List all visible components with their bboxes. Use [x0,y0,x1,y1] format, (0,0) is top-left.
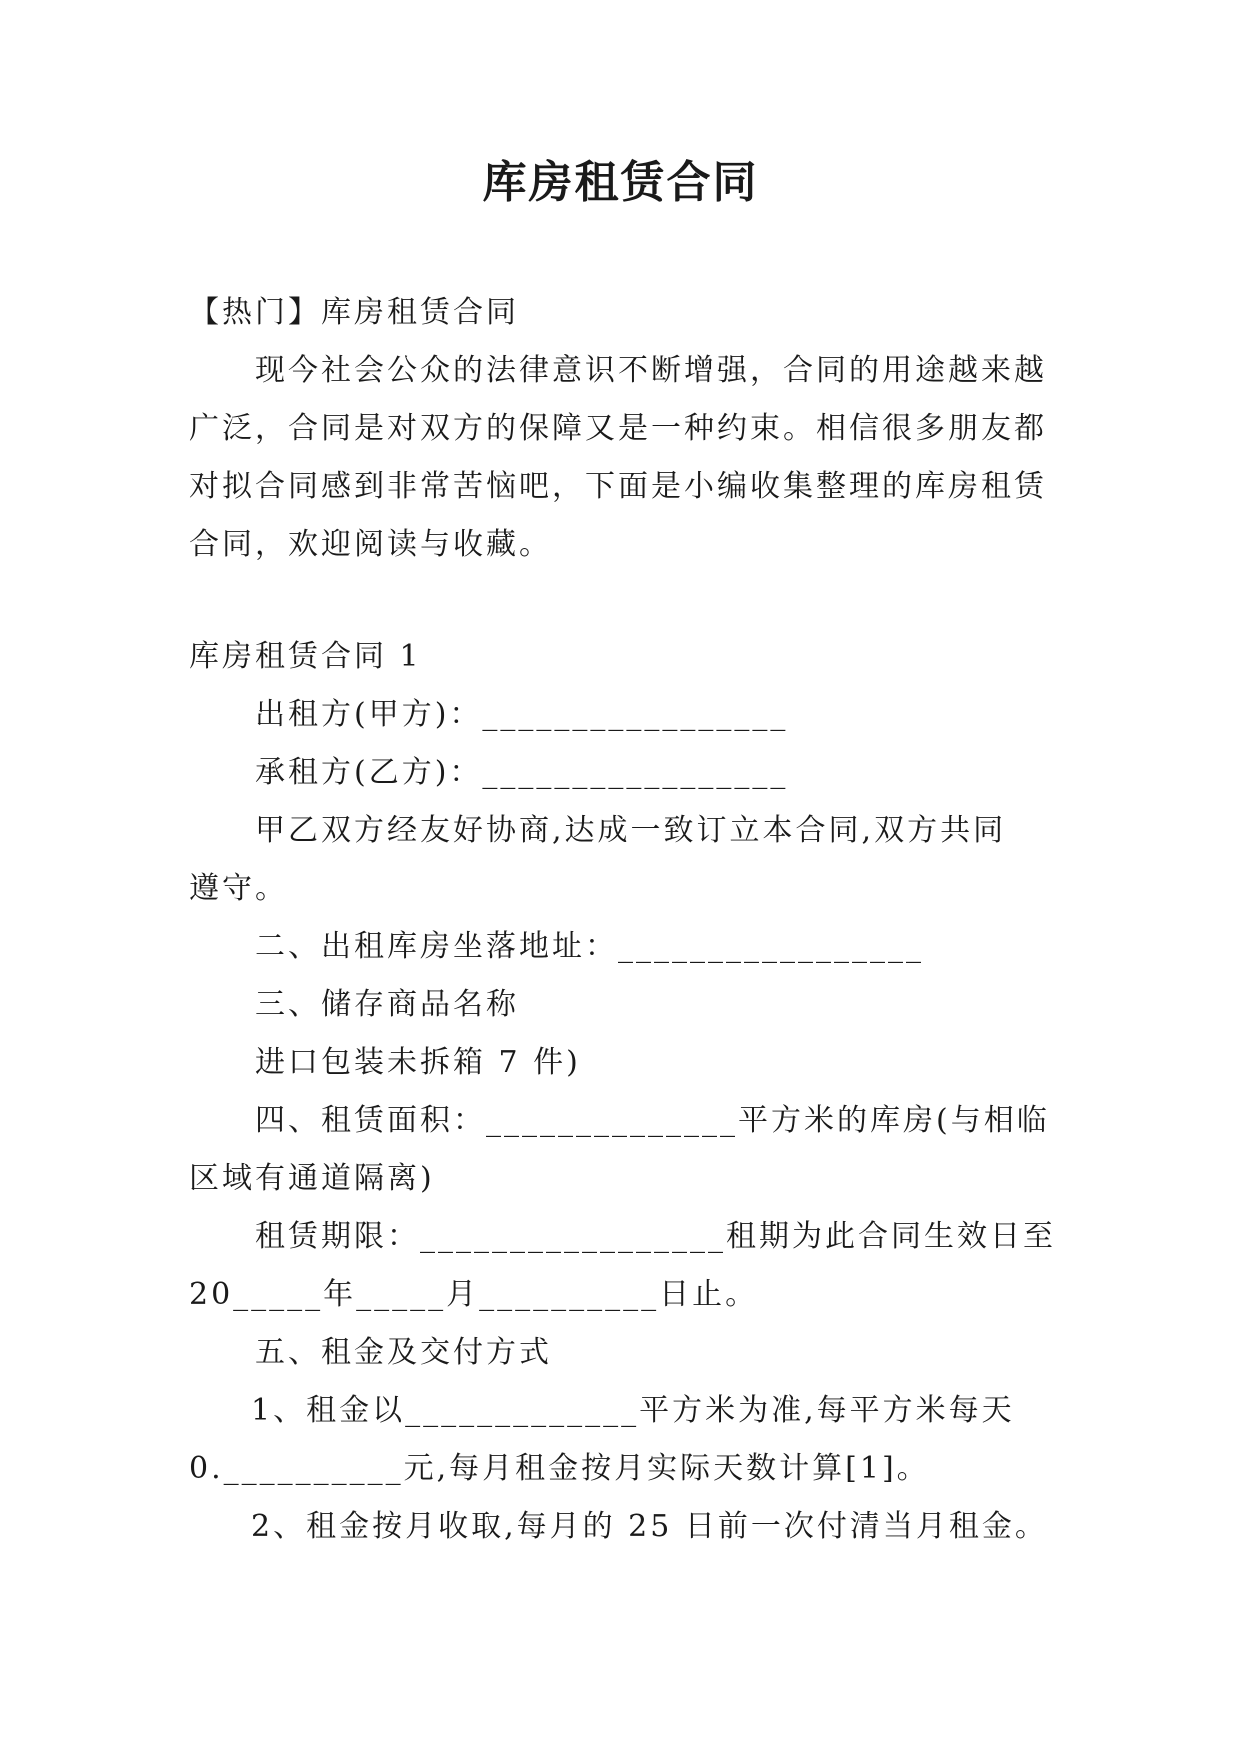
agreement-line-1: 甲乙双方经友好协商,达成一致订立本合同,双方共同 [255,813,1007,848]
goods-detail: 进口包装未拆箱 7 件) [255,1045,581,1080]
address-line: 二、出租库房坐落地址：_________________ [255,929,924,964]
document-title: 库房租赁合同 [482,157,759,208]
header-line: 【热门】库房租赁合同 [189,295,519,330]
rent-item1-line-1: 1、租金以_____________平方米为准,每平方米每天 [251,1393,1015,1428]
contract-heading: 库房租赁合同 1 [189,639,422,674]
area-line-1: 四、租赁面积：______________平方米的库房(与相临 [255,1103,1050,1138]
intro-line-2: 广泛，合同是对双方的保障又是一种约束。相信很多朋友都 [189,411,1047,446]
intro-line-3: 对拟合同感到非常苦恼吧，下面是小编收集整理的库房租赁 [189,469,1047,504]
document-body [189,284,1059,1556]
intro-line-4: 合同，欢迎阅读与收藏。 [189,527,552,562]
party-b-line: 承租方(乙方)：_________________ [255,755,789,790]
intro-line-1: 现今社会公众的法律意识不断增强，合同的用途越来越 [255,353,1047,388]
agreement-line-2: 遵守。 [189,871,288,906]
rent-item1-line-2: 0.__________元,每月租金按月实际天数计算[1]。 [189,1451,930,1486]
term-line-2: 20_____年_____月__________日止。 [189,1277,759,1312]
rent-heading: 五、租金及交付方式 [255,1335,552,1370]
paragraph-gap [189,574,1059,628]
goods-heading: 三、储存商品名称 [255,987,519,1022]
term-line-1: 租赁期限：_________________租期为此合同生效日至 [255,1219,1056,1254]
rent-item2-line: 2、租金按月收取,每月的 25 日前一次付清当月租金。 [251,1509,1048,1544]
party-a-line: 出租方(甲方)：_________________ [255,697,789,732]
area-line-2: 区域有通道隔离) [189,1161,435,1196]
